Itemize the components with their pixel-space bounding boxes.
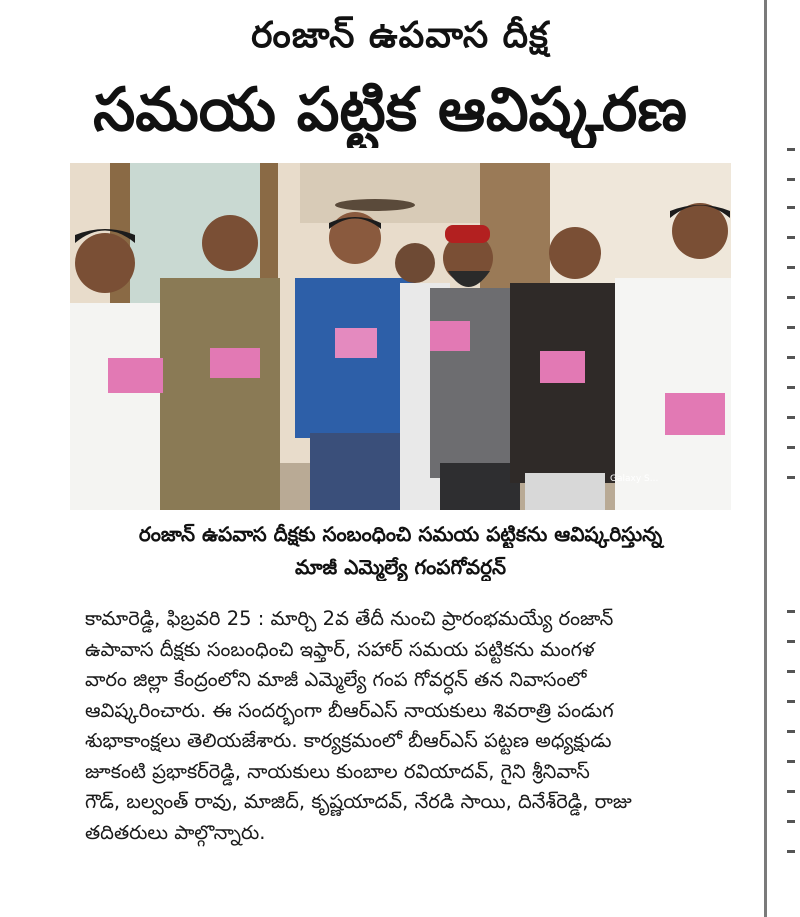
article-line: కామారెడ్డి, ఫిబ్రవరి 25 : మార్చి 2వ తేదీ నుంచి ప్రారంభమయ్యే రంజాన్	[85, 607, 614, 630]
article-line: తదితరులు పాల్గొన్నారు.	[85, 820, 266, 844]
article-body	[85, 604, 745, 848]
headline-kicker: రంజాన్ ఉపవాస దీక్ష	[251, 15, 549, 56]
news-photo	[70, 163, 731, 510]
article-line: గౌడ్, బల్వంత్ రావు, మాజిద్, కృష్ణయాదవ్, నేరడి సాయి, దినేశ్‌రెడ్డి, రాజు	[85, 790, 632, 813]
article-line: ఉపావాస దీక్షకు సంబంధించి ఇఫ్తార్, సహార్ సమయ పట్టికను మంగళ	[85, 637, 595, 661]
article-line: ఆవిష్కరించారు. ఈ సందర్భంగా బీఆర్ఎస్ నాయకులు శివరాత్రి పండుగ	[85, 698, 614, 722]
photo-caption-line-1: రంజాన్ ఉపవాస దీక్షకు సంబంధించి సమయ పట్టికను ఆవిష్కరిస్తున్న	[138, 522, 663, 546]
photo-watermark: Galaxy S...	[610, 474, 659, 484]
adjacent-column-edge	[784, 0, 800, 917]
article-line: జూకంటి ప్రభాకర్‌రెడ్డి, నాయకులు కుంబాల రవియాదవ్, గైని శ్రీనివాస్	[85, 759, 590, 783]
column-divider	[764, 0, 767, 917]
article-line: వారం జిల్లా కేంద్రంలోని మాజీ ఎమ్మెల్యే గంప గోవర్ధన్ తన నివాసంలో	[85, 668, 587, 691]
group-photo-illustration	[70, 163, 731, 510]
article-line: శుభాకాంక్షలు తెలియజేశారు. కార్యక్రమంలో బీఆర్ఎస్ పట్టణ అధ్యక్షుడు	[85, 729, 612, 752]
photo-caption-line-2: మాజీ ఎమ్మెల్యే గంపగోవర్ధన్	[294, 555, 507, 579]
headline-main: సమయ పట్టిక ఆవిష్కరణ	[93, 75, 687, 145]
